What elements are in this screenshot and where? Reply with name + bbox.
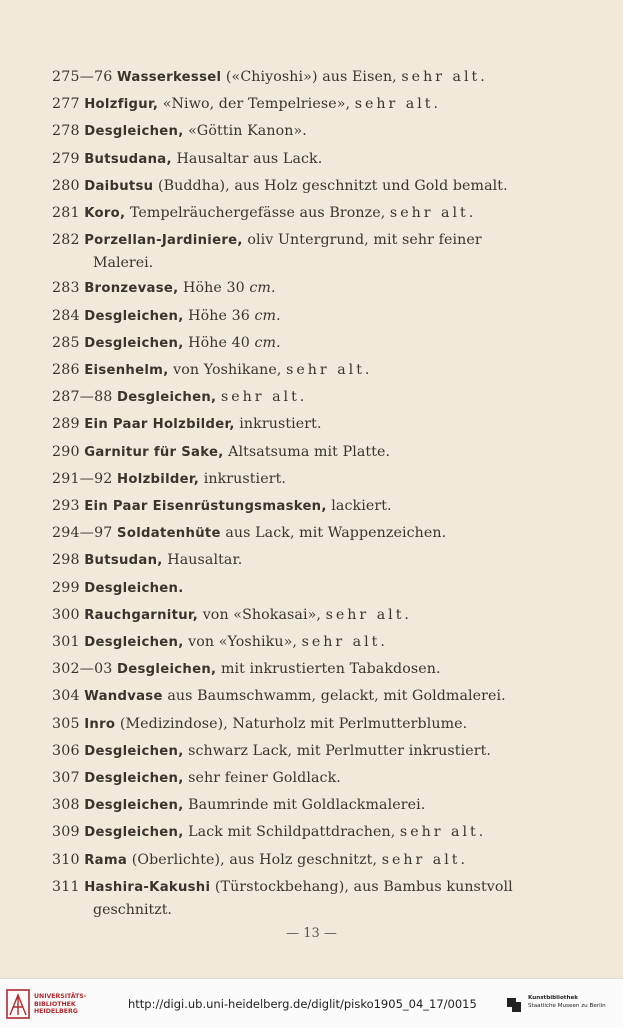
entry-description: . xyxy=(270,280,276,297)
catalog-entry xyxy=(52,200,572,227)
entry-description: mit inkrustierten Tabakdosen. xyxy=(216,661,441,678)
entry-number: 277 xyxy=(52,96,80,113)
catalog-entry xyxy=(52,439,572,466)
entry-title: Daibutsu xyxy=(84,178,154,194)
logo-title: Kunstbibliothek xyxy=(528,995,578,1001)
catalog-entry xyxy=(52,656,572,683)
logo-line-1: UNIVERSITÄTS- xyxy=(34,993,87,1000)
catalog-entry xyxy=(52,765,572,792)
entry-number: 290 xyxy=(52,443,80,460)
entry-title: Bronzevase, xyxy=(84,281,179,297)
catalog-entry xyxy=(52,575,572,602)
catalog-entry xyxy=(52,303,572,330)
entry-description: aus Lack, mit Wappenzeichen. xyxy=(220,525,447,542)
entry-title: Butsudan, xyxy=(84,553,163,569)
catalog-entry xyxy=(52,819,572,846)
logo-line-2: BIBLIOTHEK xyxy=(34,1000,76,1008)
entry-title: Rauchgarnitur, xyxy=(84,607,199,623)
entry-description: . xyxy=(480,69,485,85)
entry-number: 301 xyxy=(52,634,80,650)
entry-title: Desgleichen, xyxy=(84,335,184,351)
logo-line-3: HEIDELBERG xyxy=(34,1008,78,1015)
permalink-url[interactable]: http://digi.ub.uni-heidelberg.de/diglit/pisko1905_04_17/0015 xyxy=(128,997,477,1011)
entry-title: Soldatenhüte xyxy=(117,526,221,542)
entry-title: Desgleichen, xyxy=(84,635,184,650)
entry-number: 299 xyxy=(52,579,80,596)
entry-description: lackiert. xyxy=(326,498,392,514)
entry-title: Wasserkessel xyxy=(117,70,222,85)
entry-title: Rama xyxy=(84,852,128,868)
entry-number: 282 xyxy=(52,232,80,249)
catalog-entry xyxy=(52,792,572,819)
entry-title: Porzellan-Jardiniere, xyxy=(84,233,243,249)
entry-number: 279 xyxy=(52,150,80,167)
entry-description: . xyxy=(276,307,281,324)
entry-number: 283 xyxy=(52,280,80,297)
university-library-logo-icon xyxy=(6,989,30,1019)
catalog-entry xyxy=(52,629,572,656)
entry-number: 308 xyxy=(52,797,80,814)
entry-number: 285 xyxy=(52,334,80,351)
catalog-entry xyxy=(52,547,572,574)
entry-number: 294—97 xyxy=(52,525,113,542)
entry-number: 311 xyxy=(52,878,80,895)
entry-emphasis: sehr alt xyxy=(399,824,479,841)
entry-description: Lack mit Schildpattdrachen, xyxy=(183,824,400,841)
entry-description: «Niwo, der Tempelriese», xyxy=(158,96,355,113)
entry-title: Ein Paar Eisenrüstungsmasken, xyxy=(84,499,327,514)
entry-title: Hashira-Kakushi xyxy=(84,879,211,895)
entry-description: (Medizindose), Naturholz mit Perlmutterblume. xyxy=(115,715,468,732)
entry-title: Desgleichen, xyxy=(84,825,184,841)
entry-description: aus Baumschwamm, gelackt, mit Goldmalerei. xyxy=(162,688,506,705)
entry-title: Wandvase xyxy=(84,689,163,705)
entry-description: . xyxy=(404,606,410,623)
entry-emphasis: sehr alt xyxy=(354,96,434,113)
entry-title: Desgleichen, xyxy=(84,771,184,786)
catalog-entry xyxy=(52,173,572,200)
catalog-entry xyxy=(52,520,572,547)
entry-continuation: geschnitzt. xyxy=(93,902,172,918)
entry-description: oliv Untergrund, mit sehr feiner xyxy=(242,232,482,249)
catalog-entry xyxy=(52,493,572,520)
entry-title: Desgleichen, xyxy=(84,743,184,759)
entry-description: Höhe 36 xyxy=(183,307,255,324)
entry-emphasis: sehr alt xyxy=(325,606,405,623)
entry-title: Garnitur für Sake, xyxy=(84,444,224,460)
catalog-entry xyxy=(52,275,572,302)
entry-description: . xyxy=(468,205,474,221)
catalog-entry xyxy=(52,146,572,173)
entry-number: 307 xyxy=(52,770,80,786)
entry-title: Inro xyxy=(84,716,116,732)
entry-title: Koro, xyxy=(84,206,126,221)
entry-title: Ein Paar Holzbilder, xyxy=(84,417,235,433)
entry-title: Desgleichen, xyxy=(84,798,184,814)
entry-description: sehr feiner Goldlack. xyxy=(183,770,341,786)
kunstbibliothek-logo-text xyxy=(528,994,606,1010)
entry-title: Desgleichen, xyxy=(84,308,184,324)
entry-description: schwarz Lack, mit Perlmutter inkrustiert. xyxy=(183,742,492,759)
entry-unit: cm xyxy=(254,334,277,351)
entry-description: von Yoshikane, xyxy=(168,362,287,378)
catalog-entry xyxy=(52,118,572,145)
entry-description: . xyxy=(380,634,386,650)
entry-number: 287—88 xyxy=(52,389,113,406)
entry-description: Hausaltar. xyxy=(162,552,243,569)
page-number: — 13 — xyxy=(286,926,337,941)
entry-title: Butsudana, xyxy=(84,151,172,167)
catalog-entry xyxy=(52,847,572,874)
entry-description: . xyxy=(276,334,281,351)
entry-description: von «Yoshiku», xyxy=(183,634,302,650)
entry-emphasis: sehr alt xyxy=(301,634,381,650)
university-library-logo-text xyxy=(34,993,86,1016)
entry-number: 305 xyxy=(52,715,80,732)
entry-unit: cm xyxy=(249,280,271,297)
entry-description: Höhe 40 xyxy=(183,334,255,351)
entry-description: Tempelräuchergefässe aus Bronze, xyxy=(125,205,390,221)
entry-title: Desgleichen, xyxy=(117,662,217,678)
entry-description: «Göttin Kanon». xyxy=(183,123,307,140)
entry-description: . xyxy=(433,96,439,113)
entry-description: (Oberlichte), aus Holz geschnitzt, xyxy=(127,851,382,868)
entry-emphasis: sehr alt xyxy=(401,69,481,85)
entry-description: . xyxy=(478,824,484,841)
entry-emphasis: sehr alt xyxy=(389,205,469,221)
catalog-entry xyxy=(52,91,572,118)
catalog-entry xyxy=(52,384,572,411)
viewer-footer xyxy=(0,978,623,1028)
catalog-entry xyxy=(52,330,572,357)
entry-number: 310 xyxy=(52,851,80,868)
entry-description: inkrustiert. xyxy=(199,470,286,487)
catalog-entry xyxy=(52,711,572,738)
entry-title: Desgleichen, xyxy=(84,124,184,140)
entry-description: Höhe 30 xyxy=(178,280,250,297)
entry-description: (Türstockbehang), aus Bambus kunstvoll xyxy=(210,878,513,895)
catalog-entry xyxy=(52,357,572,384)
entry-description: von «Shokasai», xyxy=(198,606,326,623)
catalog-entry xyxy=(52,64,572,91)
entry-title: Eisenhelm, xyxy=(84,363,169,378)
entry-emphasis: sehr alt xyxy=(381,851,461,868)
entry-emphasis: sehr alt xyxy=(286,362,365,378)
catalog-entry xyxy=(52,602,572,629)
entry-number: 304 xyxy=(52,688,80,705)
entry-number: 309 xyxy=(52,824,80,841)
catalog-entry xyxy=(52,738,572,765)
entry-description: (Buddha), aus Holz geschnitzt und Gold bemalt. xyxy=(153,177,508,194)
entry-title: Holzbilder, xyxy=(117,471,200,487)
entry-description: Altsatsuma mit Platte. xyxy=(223,443,391,460)
entry-number: 302—03 xyxy=(52,661,113,678)
entry-unit: cm xyxy=(254,307,277,324)
entry-title: Desgleichen. xyxy=(84,580,184,596)
logo-subtitle: Staatliche Museen zu Berlin xyxy=(528,1003,606,1009)
entry-number: 278 xyxy=(52,123,80,140)
entry-description: inkrustiert. xyxy=(234,416,322,433)
entry-number: 280 xyxy=(52,177,80,194)
entry-continuation: Malerei. xyxy=(93,255,154,272)
kunstbibliothek-logo-icon xyxy=(506,995,522,1013)
entry-number: 291—92 xyxy=(52,470,113,487)
entry-description: . xyxy=(299,389,305,406)
entry-description: . xyxy=(460,851,466,868)
entry-number: 275—76 xyxy=(52,69,113,85)
entry-description: Hausaltar aus Lack. xyxy=(171,150,323,167)
entry-number: 286 xyxy=(52,362,80,378)
entry-title: Holzfigur, xyxy=(84,97,159,113)
entry-number: 300 xyxy=(52,606,80,623)
entry-number: 293 xyxy=(52,498,80,514)
entry-number: 298 xyxy=(52,552,80,569)
entry-description: Baumrinde mit Goldlackmalerei. xyxy=(183,797,426,814)
entry-number: 281 xyxy=(52,205,80,221)
entry-number: 284 xyxy=(52,307,80,324)
entry-emphasis: sehr alt xyxy=(220,389,300,406)
entry-number: 306 xyxy=(52,742,80,759)
catalog-entry xyxy=(52,411,572,438)
entry-number: 289 xyxy=(52,416,80,433)
catalog-entry xyxy=(52,683,572,710)
entry-title: Desgleichen, xyxy=(117,390,217,406)
entry-description: . xyxy=(364,362,370,378)
catalog-entry xyxy=(52,466,572,493)
entry-description: («Chiyoshi») aus Eisen, xyxy=(221,69,402,85)
